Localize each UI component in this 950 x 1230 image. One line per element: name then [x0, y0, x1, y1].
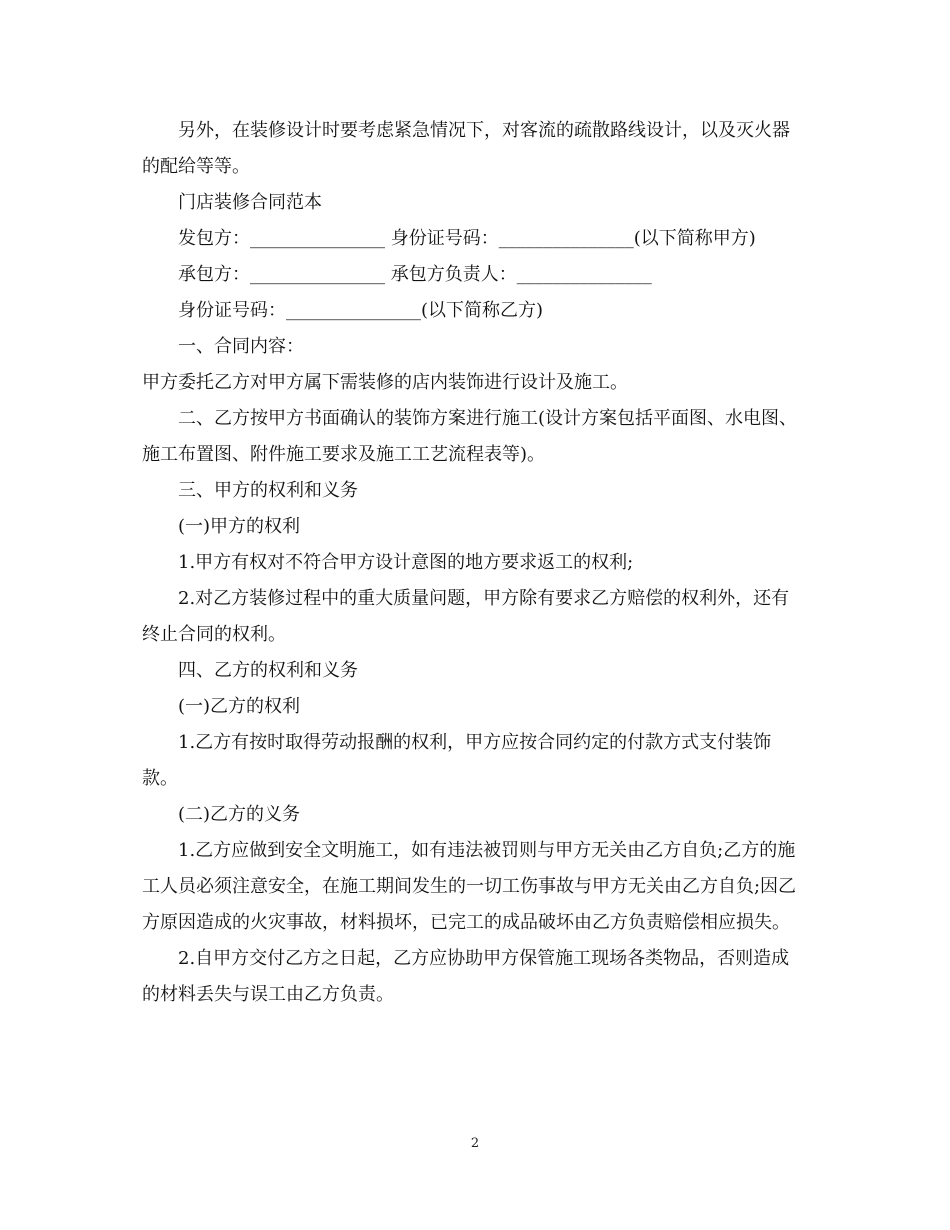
paragraph-construction-plan: 二、乙方按甲方书面确认的装饰方案进行施工(设计方案包括平面图、水电图、施工布置图、附件施工要求及施工工艺流程表等)。 — [142, 408, 798, 465]
party-a-fields: 发包方：_______________ 身份证号码：_______________(以下简称甲方) — [178, 228, 756, 249]
subheading-party-b-duties: (二)乙方的义务 — [178, 804, 301, 825]
document-body — [142, 113, 802, 1013]
clause-a-rights-2: 2.对乙方装修过程中的重大质量问题，甲方除有要求乙方赔偿的权利外，还有终止合同的权利。 — [142, 588, 790, 645]
page-number: 2 — [470, 1136, 480, 1151]
party-b-fields: 承包方：_______________ 承包方负责人：_______________ — [178, 264, 652, 285]
section-title-contract-sample: 门店装修合同范本 — [178, 192, 322, 213]
clause-b-duties-2: 2.自甲方交付乙方之日起，乙方应协助甲方保管施工现场各类物品，否则造成的材料丢失与误工由乙方负责。 — [142, 948, 790, 1005]
paragraph-emergency-note: 另外，在装修设计时要考虑紧急情况下，对客流的疏散路线设计，以及灭火器的配给等等。 — [142, 120, 790, 177]
party-b-id-field: 身份证号码：_______________(以下简称乙方) — [178, 300, 544, 321]
clause-b-duties-1: 1.乙方应做到安全文明施工，如有违法被罚则与甲方无关由乙方自负;乙方的施工人员必须注意安全，在施工期间发生的一切工伤事故与甲方无关由乙方自负;因乙方原因造成的火灾事故，材料损坏，已完工的成品破坏由乙方负责赔偿相应损失。 — [142, 840, 797, 933]
clause-a-rights-1: 1.甲方有权对不符合甲方设计意图的地方要求返工的权利; — [178, 552, 634, 573]
subheading-party-a-rights: (一)甲方的权利 — [178, 516, 301, 537]
heading-party-b-rights-duties: 四、乙方的权利和义务 — [178, 660, 358, 681]
subheading-party-b-rights: (一)乙方的权利 — [178, 696, 301, 717]
clause-b-rights-1: 1.乙方有按时取得劳动报酬的权利，甲方应按合同约定的付款方式支付装饰款。 — [142, 732, 772, 789]
heading-party-a-rights-duties: 三、甲方的权利和义务 — [178, 480, 358, 501]
heading-contract-content: 一、合同内容： — [178, 336, 304, 357]
paragraph-commission: 甲方委托乙方对甲方属下需装修的店内装饰进行设计及施工。 — [142, 372, 628, 393]
